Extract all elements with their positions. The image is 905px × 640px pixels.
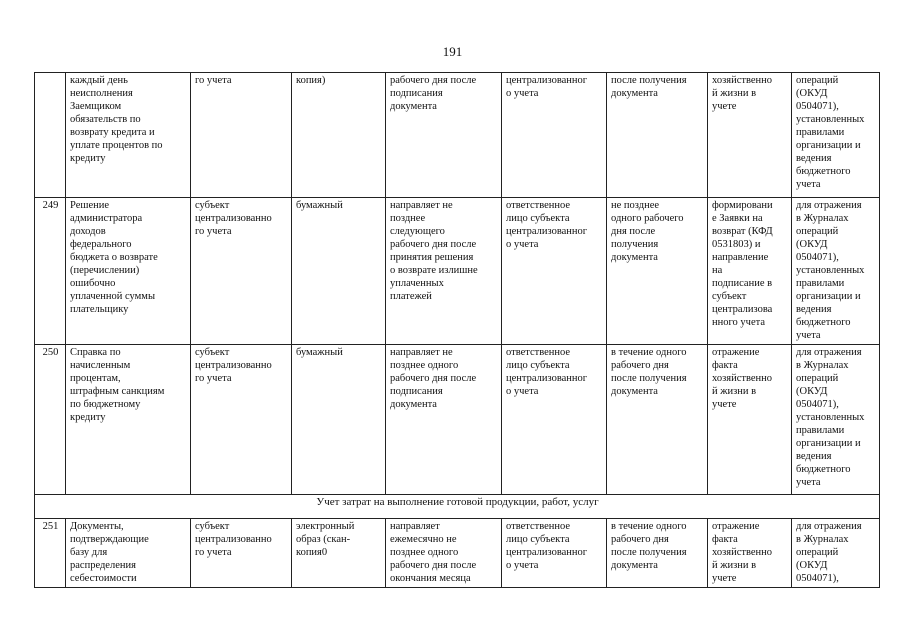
purpose-cell: для отражения в Журналах операций (ОКУД 0504071), установленных правилами организации и ведения бюджетного учета — [792, 345, 880, 495]
creator-cell: субъект централизованно го учета — [191, 519, 292, 588]
row-number-cell: 251 — [35, 519, 66, 588]
creator-cell: субъект централизованно го учета — [191, 345, 292, 495]
deadline-cell: направляет не позднее следующего рабочего дня после принятия решения о возврате излишне уплаченных платежей — [386, 198, 502, 345]
row-number-cell — [35, 73, 66, 198]
document-table — [34, 72, 880, 588]
receiver-cell: ответственное лицо субъекта централизованног о учета — [502, 198, 607, 345]
deadline-cell: рабочего дня после подписания документа — [386, 73, 502, 198]
creator-cell: субъект централизованно го учета — [191, 198, 292, 345]
page-number: 191 — [442, 44, 463, 59]
row-number-cell: 249 — [35, 198, 66, 345]
table-row — [35, 73, 880, 198]
format-cell: бумажный — [292, 345, 386, 495]
format-cell: электронный образ (скан- копия0 — [292, 519, 386, 588]
action-cell: отражение факта хозяйственно й жизни в учете — [708, 519, 792, 588]
format-cell: бумажный — [292, 198, 386, 345]
processing-time-cell: не позднее одного рабочего дня после получения документа — [607, 198, 708, 345]
table-row — [35, 198, 880, 345]
action-cell: отражение факта хозяйственно й жизни в учете — [708, 345, 792, 495]
section-title: Учет затрат на выполнение готовой продукции, работ, услуг — [35, 495, 880, 519]
document-name-cell: каждый день неисполнения Заемщиком обязательств по возврату кредита и уплате процентов по кредиту — [66, 73, 191, 198]
action-cell: хозяйственно й жизни в учете — [708, 73, 792, 198]
deadline-cell: направляет ежемесячно не позднее одного рабочего дня после окончания месяца — [386, 519, 502, 588]
deadline-cell: направляет не позднее одного рабочего дня после подписания документа — [386, 345, 502, 495]
purpose-cell: для отражения в Журналах операций (ОКУД 0504071), — [792, 519, 880, 588]
format-cell: копия) — [292, 73, 386, 198]
document-name-cell: Решение администратора доходов федерального бюджета о возврате (перечислении) ошибочно уплаченной суммы плательщику — [66, 198, 191, 345]
processing-time-cell: в течение одного рабочего дня после получения документа — [607, 345, 708, 495]
document-name-cell: Справка по начисленным процентам, штрафным санкциям по бюджетному кредиту — [66, 345, 191, 495]
receiver-cell: ответственное лицо субъекта централизованног о учета — [502, 519, 607, 588]
table-row — [35, 519, 880, 588]
action-cell: формировани е Заявки на возврат (КФД 0531803) и направление на подписание в субъект централизова нного учета — [708, 198, 792, 345]
table-row — [35, 345, 880, 495]
receiver-cell: ответственное лицо субъекта централизованног о учета — [502, 345, 607, 495]
purpose-cell: для отражения в Журналах операций (ОКУД 0504071), установленных правилами организации и ведения бюджетного учета — [792, 198, 880, 345]
section-header-row — [35, 495, 880, 519]
processing-time-cell: после получения документа — [607, 73, 708, 198]
purpose-cell: операций (ОКУД 0504071), установленных правилами организации и ведения бюджетного учета — [792, 73, 880, 198]
receiver-cell: централизованног о учета — [502, 73, 607, 198]
creator-cell: го учета — [191, 73, 292, 198]
document-name-cell: Документы, подтверждающие базу для распределения себестоимости — [66, 519, 191, 588]
row-number-cell: 250 — [35, 345, 66, 495]
processing-time-cell: в течение одного рабочего дня после получения документа — [607, 519, 708, 588]
